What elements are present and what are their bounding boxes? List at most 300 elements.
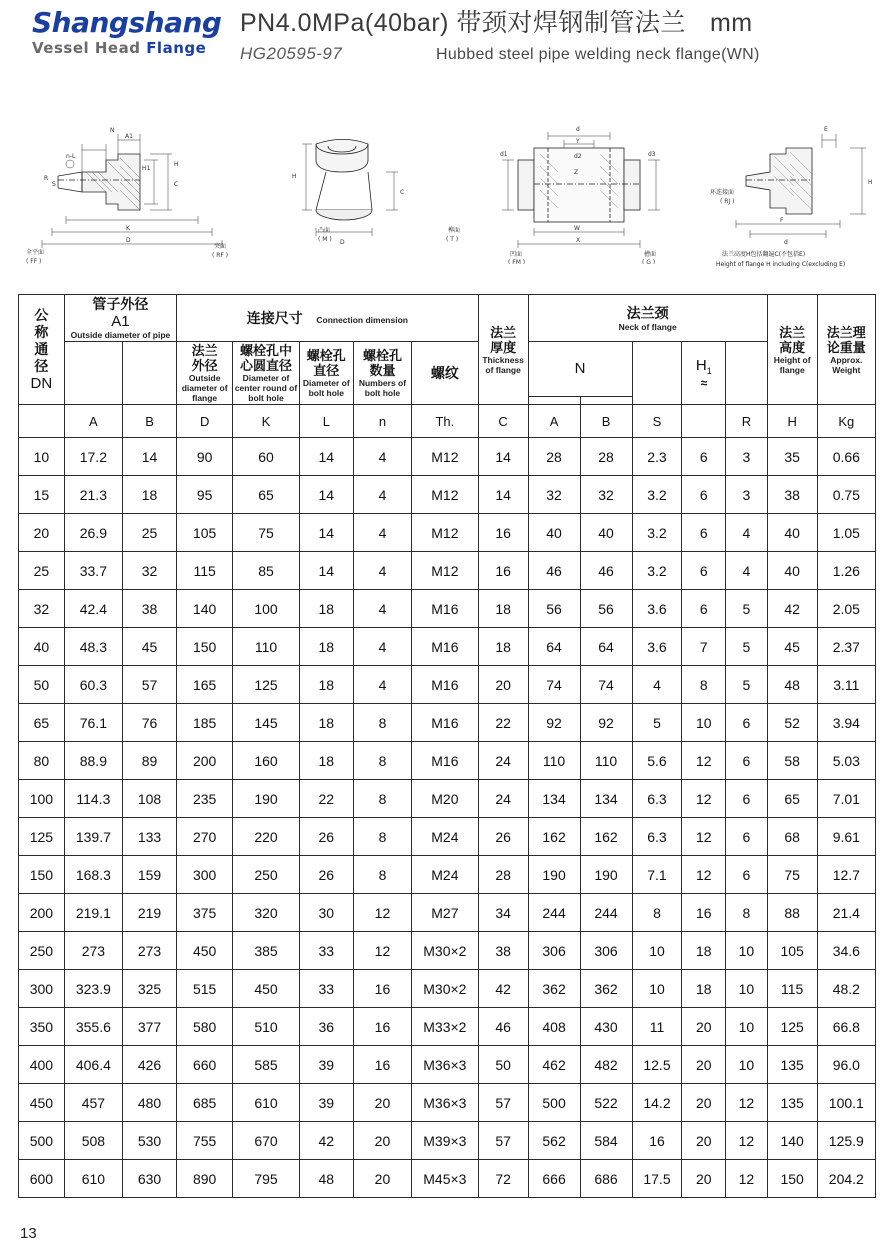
cell-weight: 1.26: [817, 552, 875, 590]
symbol-dn: [19, 405, 65, 438]
cell-neck-a: 134: [528, 780, 580, 818]
cell-thread: M36×3: [412, 1084, 479, 1122]
cell-flange-od: 515: [177, 970, 233, 1008]
cell-bolt-hole-number: 8: [353, 704, 411, 742]
svg-text:C: C: [174, 181, 179, 188]
cell-neck-s: 17.5: [632, 1160, 682, 1198]
svg-text:F: F: [780, 217, 784, 224]
page-title-en: Hubbed steel pipe welding neck flange(WN): [436, 46, 760, 63]
cell-bolt-hole-dia: 30: [299, 894, 353, 932]
cell-neck-h1: 12: [682, 818, 726, 856]
cell-pipe-a: 21.3: [64, 476, 122, 514]
cell-neck-b: 482: [580, 1046, 632, 1084]
cell-pipe-b: 14: [122, 438, 176, 476]
cell-bolt-hole-number: 12: [353, 894, 411, 932]
cell-weight: 34.6: [817, 932, 875, 970]
diagram-m-caption-en: ( M ): [318, 236, 332, 243]
cell-bolt-hole-number: 4: [353, 628, 411, 666]
table-row: [19, 742, 876, 780]
cell-dn: 250: [19, 932, 65, 970]
svg-text:N: N: [110, 127, 115, 134]
header-bolt-hole-dia: 螺栓孔 直径 Diameter of bolt hole: [299, 342, 353, 405]
cell-flange-od: 90: [177, 438, 233, 476]
table-row: [19, 970, 876, 1008]
table-row: [19, 590, 876, 628]
cell-weight: 204.2: [817, 1160, 875, 1198]
svg-text:D: D: [126, 237, 131, 244]
cell-flange-od: 890: [177, 1160, 233, 1198]
cell-flange-height: 35: [767, 438, 817, 476]
cell-bolt-circle: 60: [233, 438, 300, 476]
cell-pipe-a: 17.2: [64, 438, 122, 476]
cell-bolt-hole-number: 4: [353, 552, 411, 590]
cell-neck-a: 28: [528, 438, 580, 476]
svg-text:A1: A1: [125, 133, 133, 140]
cell-pipe-b: 480: [122, 1084, 176, 1122]
diagram-ring-joint: [710, 114, 890, 274]
cell-bolt-hole-number: 8: [353, 780, 411, 818]
standard-code: HG20595-97: [240, 44, 343, 63]
cell-thickness: 22: [478, 704, 528, 742]
diagram-flange-full-section: [22, 114, 252, 274]
cell-bolt-circle: 65: [233, 476, 300, 514]
table-header-row-2: [19, 342, 876, 397]
diagram-face-types-mt: [488, 114, 688, 264]
table-row: [19, 476, 876, 514]
cell-bolt-hole-dia: 36: [299, 1008, 353, 1046]
cell-neck-b: 190: [580, 856, 632, 894]
cell-pipe-b: 377: [122, 1008, 176, 1046]
cell-bolt-hole-dia: 33: [299, 970, 353, 1008]
cell-flange-od: 235: [177, 780, 233, 818]
cell-neck-s: 5: [632, 704, 682, 742]
symbol-kg: Kg: [817, 405, 875, 438]
cell-flange-height: 88: [767, 894, 817, 932]
cell-pipe-a: 457: [64, 1084, 122, 1122]
cell-neck-h1: 20: [682, 1160, 726, 1198]
svg-text:d2: d2: [574, 153, 582, 160]
cell-flange-height: 58: [767, 742, 817, 780]
cell-pipe-b: 89: [122, 742, 176, 780]
subtitle-row: [240, 44, 876, 64]
flange-spec-table: [18, 294, 876, 1198]
cell-bolt-circle: 610: [233, 1084, 300, 1122]
svg-text:Z: Z: [574, 169, 579, 176]
cell-pipe-a: 48.3: [64, 628, 122, 666]
cell-thread: M20: [412, 780, 479, 818]
cell-thread: M33×2: [412, 1008, 479, 1046]
cell-weight: 3.11: [817, 666, 875, 704]
cell-flange-height: 75: [767, 856, 817, 894]
header-flange-height: 法兰 高度 Height of flange: [767, 295, 817, 405]
cell-pipe-b: 325: [122, 970, 176, 1008]
cell-dn: 150: [19, 856, 65, 894]
svg-text:H: H: [174, 161, 179, 168]
header-weight: 法兰理 论重量 Approx. Weight: [817, 295, 875, 405]
svg-text:R: R: [44, 175, 49, 182]
symbol-h: H: [767, 405, 817, 438]
cell-neck-h1: 6: [682, 438, 726, 476]
header-neck-n: N: [528, 342, 632, 397]
svg-text:K: K: [126, 225, 130, 232]
cell-flange-height: 150: [767, 1160, 817, 1198]
symbol-k: K: [233, 405, 300, 438]
header-dn: 公 称 通 径 DN: [19, 295, 65, 405]
cell-dn: 20: [19, 514, 65, 552]
cell-flange-od: 580: [177, 1008, 233, 1046]
cell-bolt-hole-number: 20: [353, 1160, 411, 1198]
cell-bolt-hole-dia: 18: [299, 704, 353, 742]
cell-thread: M36×3: [412, 1046, 479, 1084]
symbol-neck-b: B: [580, 405, 632, 438]
diagram-face-labels-mt: [318, 218, 498, 262]
cell-flange-od: 200: [177, 742, 233, 780]
cell-weight: 2.37: [817, 628, 875, 666]
cell-neck-b: 56: [580, 590, 632, 628]
header-bolt-hole-number: 螺栓孔 数量 Numbers of bolt hole: [353, 342, 411, 405]
cell-bolt-circle: 145: [233, 704, 300, 742]
svg-text:d: d: [576, 126, 580, 133]
symbol-a: A: [64, 405, 122, 438]
diagram-4-caption-cn: 槽面: [644, 251, 657, 258]
cell-pipe-a: 168.3: [64, 856, 122, 894]
cell-pipe-b: 76: [122, 704, 176, 742]
cell-neck-s: 3.2: [632, 552, 682, 590]
cell-thread: M24: [412, 856, 479, 894]
cell-dn: 500: [19, 1122, 65, 1160]
cell-flange-od: 115: [177, 552, 233, 590]
cell-thickness: 14: [478, 438, 528, 476]
cell-neck-b: 110: [580, 742, 632, 780]
cell-flange-height: 38: [767, 476, 817, 514]
cell-dn: 300: [19, 970, 65, 1008]
cell-weight: 66.8: [817, 1008, 875, 1046]
cell-neck-b: 92: [580, 704, 632, 742]
cell-neck-a: 110: [528, 742, 580, 780]
cell-flange-height: 40: [767, 552, 817, 590]
unit-label: mm: [709, 9, 753, 37]
cell-neck-s: 12.5: [632, 1046, 682, 1084]
cell-bolt-circle: 510: [233, 1008, 300, 1046]
cell-bolt-hole-dia: 18: [299, 628, 353, 666]
cell-neck-b: 134: [580, 780, 632, 818]
cell-flange-od: 375: [177, 894, 233, 932]
cell-thickness: 14: [478, 476, 528, 514]
cell-pipe-a: 273: [64, 932, 122, 970]
cell-pipe-b: 32: [122, 552, 176, 590]
cell-bolt-hole-dia: 39: [299, 1084, 353, 1122]
cell-thread: M16: [412, 628, 479, 666]
cell-bolt-hole-dia: 18: [299, 666, 353, 704]
cell-flange-height: 40: [767, 514, 817, 552]
cell-neck-r: 6: [726, 818, 768, 856]
title-block: [230, 8, 876, 64]
header-pipe-a: [64, 342, 122, 405]
cell-dn: 10: [19, 438, 65, 476]
cell-thickness: 16: [478, 552, 528, 590]
cell-neck-a: 666: [528, 1160, 580, 1198]
cell-bolt-circle: 250: [233, 856, 300, 894]
cell-pipe-a: 42.4: [64, 590, 122, 628]
cell-dn: 50: [19, 666, 65, 704]
table-row: [19, 780, 876, 818]
cell-bolt-circle: 320: [233, 894, 300, 932]
cell-bolt-hole-dia: 26: [299, 818, 353, 856]
diagram-t-caption-cn: 榫面: [448, 227, 461, 234]
cell-neck-h1: 7: [682, 628, 726, 666]
table-row: [19, 1160, 876, 1198]
cell-flange-od: 165: [177, 666, 233, 704]
header-connection-dimension: 连接尺寸 Connection dimension: [177, 295, 479, 342]
table-row: [19, 894, 876, 932]
cell-thickness: 18: [478, 590, 528, 628]
cell-bolt-hole-number: 4: [353, 514, 411, 552]
cell-bolt-hole-number: 4: [353, 476, 411, 514]
cell-thickness: 46: [478, 1008, 528, 1046]
brand-tagline-2: Flange: [146, 39, 207, 57]
diagram-rj-caption-en: ( RJ ): [720, 198, 735, 205]
cell-neck-r: 5: [726, 666, 768, 704]
symbol-d: D: [177, 405, 233, 438]
cell-neck-b: 686: [580, 1160, 632, 1198]
cell-thread: M12: [412, 552, 479, 590]
cell-weight: 1.05: [817, 514, 875, 552]
table-row: [19, 932, 876, 970]
cell-bolt-circle: 795: [233, 1160, 300, 1198]
cell-bolt-hole-dia: 14: [299, 476, 353, 514]
cell-thickness: 24: [478, 780, 528, 818]
diagram-3-caption-en: ( FM ): [508, 259, 526, 264]
cell-thread: M16: [412, 666, 479, 704]
diagram-m-caption-cn: 凸面: [318, 227, 331, 234]
cell-flange-od: 150: [177, 628, 233, 666]
cell-bolt-hole-dia: 14: [299, 438, 353, 476]
symbol-c: C: [478, 405, 528, 438]
cell-neck-h1: 16: [682, 894, 726, 932]
table-row: [19, 628, 876, 666]
brand-logo: [18, 8, 230, 57]
cell-pipe-a: 88.9: [64, 742, 122, 780]
cell-bolt-hole-dia: 18: [299, 590, 353, 628]
cell-neck-r: 3: [726, 476, 768, 514]
cell-neck-b: 244: [580, 894, 632, 932]
cell-neck-r: 10: [726, 932, 768, 970]
cell-thickness: 28: [478, 856, 528, 894]
cell-flange-od: 185: [177, 704, 233, 742]
cell-weight: 7.01: [817, 780, 875, 818]
cell-neck-r: 6: [726, 856, 768, 894]
cell-thread: M30×2: [412, 970, 479, 1008]
cell-thread: M12: [412, 514, 479, 552]
cell-pipe-b: 57: [122, 666, 176, 704]
cell-bolt-hole-dia: 33: [299, 932, 353, 970]
cell-thickness: 18: [478, 628, 528, 666]
cell-dn: 125: [19, 818, 65, 856]
cell-pipe-b: 108: [122, 780, 176, 818]
symbol-n: n: [353, 405, 411, 438]
cell-neck-r: 4: [726, 514, 768, 552]
cell-bolt-hole-number: 12: [353, 932, 411, 970]
cell-neck-b: 584: [580, 1122, 632, 1160]
diagram-t-caption-en: ( T ): [446, 236, 459, 243]
diagram-note-cn: 法兰高度H包括翻遍C(不包括E): [722, 251, 806, 258]
cell-thickness: 57: [478, 1122, 528, 1160]
cell-neck-h1: 18: [682, 970, 726, 1008]
cell-bolt-hole-dia: 22: [299, 780, 353, 818]
table-symbol-row: [19, 405, 876, 438]
cell-dn: 100: [19, 780, 65, 818]
cell-neck-r: 10: [726, 1008, 768, 1046]
cell-neck-s: 6.3: [632, 780, 682, 818]
cell-thread: M16: [412, 590, 479, 628]
table-row: [19, 552, 876, 590]
cell-flange-od: 685: [177, 1084, 233, 1122]
header-neck: 法兰颈 Neck of flange: [528, 295, 767, 342]
cell-bolt-hole-number: 8: [353, 856, 411, 894]
svg-text:D: D: [340, 239, 345, 246]
cell-pipe-a: 610: [64, 1160, 122, 1198]
header-pipe-od: 管子外径 A1 Outside diameter of pipe: [64, 295, 176, 342]
table-row: [19, 818, 876, 856]
table-row: [19, 666, 876, 704]
cell-pipe-a: 60.3: [64, 666, 122, 704]
cell-bolt-hole-number: 4: [353, 590, 411, 628]
cell-neck-r: 3: [726, 438, 768, 476]
table-row: [19, 1008, 876, 1046]
page-title-cn: PN4.0MPa(40bar) 带颈对焊钢制管法兰: [240, 9, 686, 37]
cell-neck-a: 64: [528, 628, 580, 666]
cell-bolt-hole-dia: 48: [299, 1160, 353, 1198]
cell-flange-od: 140: [177, 590, 233, 628]
symbol-l: L: [299, 405, 353, 438]
cell-thread: M45×3: [412, 1160, 479, 1198]
svg-text:n-L: n-L: [66, 153, 76, 160]
cell-bolt-circle: 670: [233, 1122, 300, 1160]
cell-neck-r: 12: [726, 1160, 768, 1198]
cell-pipe-a: 76.1: [64, 704, 122, 742]
cell-weight: 0.66: [817, 438, 875, 476]
diagram-1-caption-en: ( FF ): [26, 258, 42, 265]
cell-neck-a: 74: [528, 666, 580, 704]
cell-neck-s: 2.3: [632, 438, 682, 476]
cell-thickness: 38: [478, 932, 528, 970]
symbol-h1: [682, 405, 726, 438]
cell-neck-r: 12: [726, 1084, 768, 1122]
cell-neck-r: 5: [726, 628, 768, 666]
cell-dn: 450: [19, 1084, 65, 1122]
cell-pipe-b: 133: [122, 818, 176, 856]
cell-neck-b: 40: [580, 514, 632, 552]
cell-flange-height: 115: [767, 970, 817, 1008]
cell-neck-r: 12: [726, 1122, 768, 1160]
cell-thickness: 57: [478, 1084, 528, 1122]
cell-bolt-hole-dia: 42: [299, 1122, 353, 1160]
cell-flange-height: 68: [767, 818, 817, 856]
cell-neck-a: 306: [528, 932, 580, 970]
cell-dn: 600: [19, 1160, 65, 1198]
cell-bolt-hole-number: 8: [353, 818, 411, 856]
cell-pipe-b: 273: [122, 932, 176, 970]
cell-dn: 40: [19, 628, 65, 666]
svg-text:d3: d3: [648, 151, 656, 158]
cell-weight: 48.2: [817, 970, 875, 1008]
cell-flange-od: 755: [177, 1122, 233, 1160]
cell-thickness: 72: [478, 1160, 528, 1198]
cell-neck-h1: 12: [682, 780, 726, 818]
cell-neck-r: 4: [726, 552, 768, 590]
cell-pipe-b: 18: [122, 476, 176, 514]
cell-flange-height: 48: [767, 666, 817, 704]
diagram-rj-caption-cn: 环连接面: [710, 189, 735, 196]
cell-thread: M12: [412, 438, 479, 476]
cell-neck-s: 8: [632, 894, 682, 932]
cell-weight: 5.03: [817, 742, 875, 780]
svg-text:E: E: [824, 126, 828, 133]
table-body: [19, 438, 876, 1198]
cell-dn: 400: [19, 1046, 65, 1084]
svg-text:X: X: [576, 237, 581, 244]
cell-flange-height: 125: [767, 1008, 817, 1046]
cell-dn: 32: [19, 590, 65, 628]
cell-neck-s: 6.3: [632, 818, 682, 856]
cell-neck-h1: 18: [682, 932, 726, 970]
cell-neck-s: 10: [632, 932, 682, 970]
diagram-note-en: Height of flange H including C(excluding E): [716, 261, 846, 268]
cell-thread: M30×2: [412, 932, 479, 970]
cell-bolt-circle: 220: [233, 818, 300, 856]
cell-neck-h1: 20: [682, 1046, 726, 1084]
cell-neck-a: 408: [528, 1008, 580, 1046]
cell-pipe-b: 530: [122, 1122, 176, 1160]
cell-dn: 25: [19, 552, 65, 590]
cell-bolt-hole-dia: 26: [299, 856, 353, 894]
cell-bolt-circle: 125: [233, 666, 300, 704]
cell-flange-height: 42: [767, 590, 817, 628]
header-neck-h1: $H_1$ ≈: [682, 342, 726, 405]
cell-neck-s: 16: [632, 1122, 682, 1160]
cell-dn: 200: [19, 894, 65, 932]
cell-weight: 9.61: [817, 818, 875, 856]
cell-bolt-circle: 385: [233, 932, 300, 970]
cell-flange-height: 45: [767, 628, 817, 666]
cell-neck-a: 40: [528, 514, 580, 552]
cell-bolt-hole-dia: 14: [299, 514, 353, 552]
cell-bolt-circle: 160: [233, 742, 300, 780]
cell-neck-h1: 8: [682, 666, 726, 704]
svg-text:H: H: [292, 173, 297, 180]
cell-neck-b: 28: [580, 438, 632, 476]
svg-text:d1: d1: [500, 151, 508, 158]
header-bolt-circle: 螺栓孔中 心圆直径 Diameter of center round of bolt hole: [233, 342, 300, 405]
header-flange-od: 法兰 外径 Outside diameter of flange: [177, 342, 233, 405]
header-neck-a: [528, 396, 580, 404]
cell-bolt-circle: 450: [233, 970, 300, 1008]
cell-thickness: 20: [478, 666, 528, 704]
cell-thickness: 34: [478, 894, 528, 932]
header-neck-b: [580, 396, 632, 404]
brand-tagline-1: Vessel Head: [32, 39, 141, 57]
cell-dn: 65: [19, 704, 65, 742]
cell-pipe-a: 355.6: [64, 1008, 122, 1046]
cell-pipe-a: 508: [64, 1122, 122, 1160]
cell-flange-height: 135: [767, 1046, 817, 1084]
cell-neck-r: 5: [726, 590, 768, 628]
cell-neck-b: 306: [580, 932, 632, 970]
cell-bolt-circle: 75: [233, 514, 300, 552]
cell-neck-h1: 6: [682, 514, 726, 552]
svg-text:C: C: [400, 189, 405, 196]
cell-pipe-a: 114.3: [64, 780, 122, 818]
